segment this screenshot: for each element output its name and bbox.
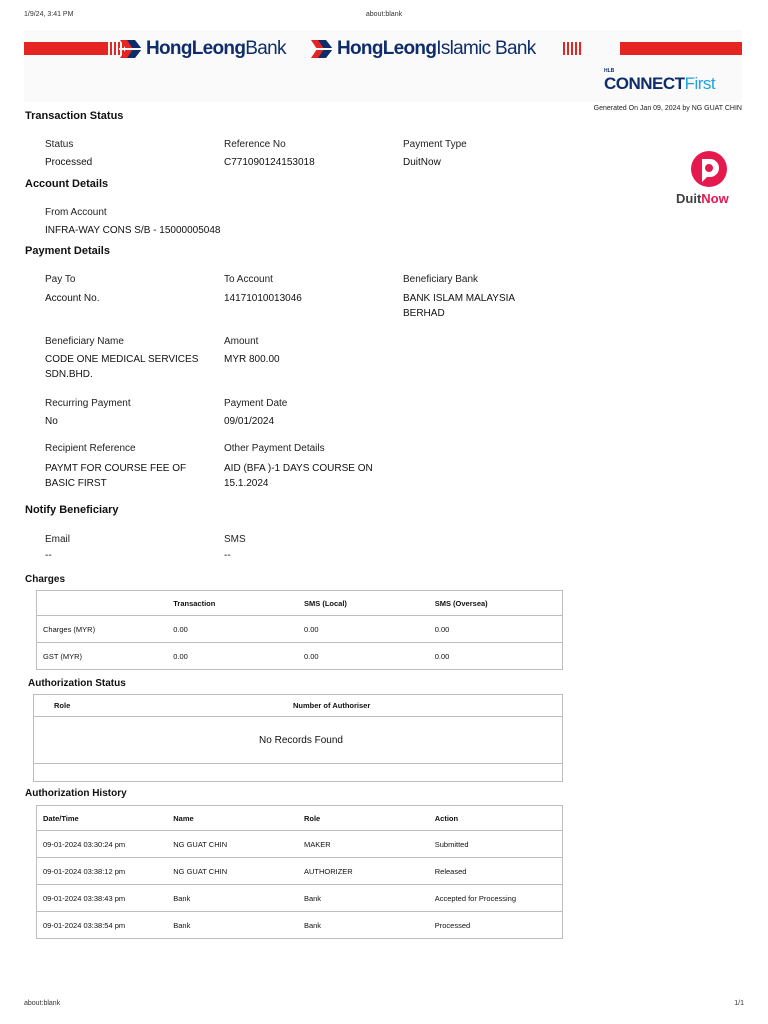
authorization-status-header-row — [34, 695, 563, 717]
payment-details-title: Payment Details — [25, 245, 110, 257]
hong-leong-bank-logo — [119, 36, 286, 62]
amount-label: Amount — [224, 336, 259, 347]
payment-type-label: Payment Type — [403, 139, 467, 150]
beneficiary-bank-value — [403, 291, 515, 321]
charges-cell: 0.00 — [298, 616, 429, 643]
reference-value: C771090124153018 — [224, 157, 315, 168]
history-cell: 09-01-2024 03:38:12 pm — [37, 858, 168, 885]
to-account-value: 14171010013046 — [224, 293, 302, 304]
beneficiary-name-line1: CODE ONE MEDICAL SERVICES — [45, 354, 199, 365]
charges-header-cell: SMS (Local) — [298, 591, 429, 616]
authorization-status-table — [33, 694, 563, 782]
recurring-payment-label: Recurring Payment — [45, 398, 131, 409]
beneficiary-bank-label: Beneficiary Bank — [403, 274, 479, 285]
reference-label: Reference No — [224, 139, 286, 150]
charges-cell: 0.00 — [429, 643, 563, 670]
table-row — [37, 912, 563, 939]
duitnow-duit: Duit — [676, 191, 702, 206]
payment-type-value: DuitNow — [403, 157, 441, 168]
authorization-history-table — [36, 805, 563, 939]
brand-bar-right — [620, 42, 742, 55]
beneficiary-name-label: Beneficiary Name — [45, 336, 124, 347]
charges-cell: 0.00 — [298, 643, 429, 670]
history-cell: Released — [429, 858, 563, 885]
history-cell: Bank — [298, 912, 429, 939]
history-cell: Bank — [167, 912, 298, 939]
other-payment-details-line2: 15.1.2024 — [224, 478, 269, 489]
footer-url: about:blank — [24, 1000, 61, 1007]
generated-info: Generated On Jan 09, 2024 by NG GUAT CHIN — [593, 105, 742, 112]
auth-status-header-cell: Number of Authoriser — [287, 695, 562, 717]
duitnow-icon — [689, 150, 729, 188]
duitnow-now: Now — [701, 191, 729, 206]
brand-stripes-right — [563, 42, 581, 55]
bank-name-bold: HongLeong — [146, 38, 246, 59]
from-account-label: From Account — [45, 207, 107, 218]
duitnow-logo — [676, 150, 744, 208]
other-payment-details-line1: AID (BFA )-1 DAYS COURSE ON — [224, 463, 373, 474]
charges-header-cell: SMS (Oversea) — [429, 591, 563, 616]
history-cell: Processed — [429, 912, 563, 939]
empty-row — [34, 717, 563, 764]
history-cell: AUTHORIZER — [298, 858, 429, 885]
connect-word: CONNECT — [604, 74, 685, 93]
auth-status-header-cell: Role — [34, 695, 288, 717]
pay-to-value: Account No. — [45, 293, 100, 304]
print-header — [24, 11, 744, 21]
beneficiary-bank-line2: BERHAD — [403, 308, 445, 319]
print-footer — [24, 1000, 744, 1010]
connect-first-logo — [604, 68, 716, 96]
history-cell: 09-01-2024 03:30:24 pm — [37, 831, 168, 858]
hong-leong-islamic-bank-logo — [310, 36, 536, 62]
charges-header-cell: Transaction — [167, 591, 298, 616]
to-account-label: To Account — [224, 274, 273, 285]
history-cell: Accepted for Processing — [429, 885, 563, 912]
history-cell: Bank — [298, 885, 429, 912]
authorization-history-title: Authorization History — [25, 788, 127, 799]
history-header-cell: Role — [298, 806, 429, 831]
other-payment-details-value — [224, 461, 373, 491]
authorization-status-title: Authorization Status — [28, 678, 126, 689]
beneficiary-bank-line1: BANK ISLAM MALAYSIA — [403, 293, 516, 304]
table-row — [37, 858, 563, 885]
page-number: 1/1 — [734, 1000, 744, 1007]
hong-leong-emblem-icon — [310, 38, 334, 60]
beneficiary-name-value — [45, 352, 198, 382]
recipient-reference-line2: BASIC FIRST — [45, 478, 107, 489]
beneficiary-name-line2: SDN.BHD. — [45, 369, 93, 380]
charges-cell: 0.00 — [167, 643, 298, 670]
table-row — [37, 643, 563, 670]
status-value: Processed — [45, 157, 93, 168]
sms-label: SMS — [224, 534, 246, 545]
charges-cell: Charges (MYR) — [37, 616, 168, 643]
history-cell: 09-01-2024 03:38:43 pm — [37, 885, 168, 912]
from-account-value: INFRA-WAY CONS S/B - 15000005048 — [45, 225, 221, 236]
no-records-message: No Records Found — [34, 717, 563, 764]
other-payment-details-label: Other Payment Details — [224, 443, 325, 454]
charges-cell: 0.00 — [429, 616, 563, 643]
table-row — [37, 885, 563, 912]
charges-header-row — [37, 591, 563, 616]
print-url: about:blank — [365, 11, 403, 18]
payment-date-value: 09/01/2024 — [224, 416, 275, 427]
sms-value: -- — [224, 550, 231, 561]
history-cell: NG GUAT CHIN — [167, 858, 298, 885]
history-cell: MAKER — [298, 831, 429, 858]
connect-suffix: First — [684, 74, 716, 93]
amount-value: MYR 800.00 — [224, 354, 280, 365]
spacer-row — [34, 764, 563, 782]
history-header-row — [37, 806, 563, 831]
status-label: Status — [45, 139, 74, 150]
print-datetime: 1/9/24, 3:41 PM — [24, 11, 74, 18]
history-cell: 09-01-2024 03:38:54 pm — [37, 912, 168, 939]
charges-table — [36, 590, 563, 670]
history-header-cell: Date/Time — [37, 806, 168, 831]
charges-cell: GST (MYR) — [37, 643, 168, 670]
pay-to-label: Pay To — [45, 274, 76, 285]
recipient-reference-line1: PAYMT FOR COURSE FEE OF — [45, 463, 187, 474]
notify-beneficiary-title: Notify Beneficiary — [25, 504, 119, 516]
brand-bar-left — [24, 42, 108, 55]
email-label: Email — [45, 534, 71, 545]
history-header-cell: Name — [167, 806, 298, 831]
history-cell: Bank — [167, 885, 298, 912]
recipient-reference-label: Recipient Reference — [45, 443, 136, 454]
transaction-status-title: Transaction Status — [25, 110, 124, 122]
recipient-reference-value — [45, 461, 186, 491]
bank-name-light: Bank — [245, 38, 286, 59]
table-row — [37, 831, 563, 858]
email-value: -- — [45, 550, 52, 561]
hong-leong-emblem-icon — [119, 38, 143, 60]
charges-cell: 0.00 — [167, 616, 298, 643]
charges-header-cell — [37, 591, 168, 616]
account-details-title: Account Details — [25, 178, 109, 190]
history-cell: Submitted — [429, 831, 563, 858]
table-row — [37, 616, 563, 643]
history-cell: NG GUAT CHIN — [167, 831, 298, 858]
charges-title: Charges — [25, 574, 66, 585]
islamic-bank-name-light: Islamic Bank — [436, 38, 536, 59]
islamic-bank-name-bold: HongLeong — [337, 38, 437, 59]
recurring-payment-value: No — [45, 416, 58, 427]
connect-hlb-prefix: HLB — [604, 68, 615, 74]
payment-date-label: Payment Date — [224, 398, 288, 409]
history-header-cell: Action — [429, 806, 563, 831]
